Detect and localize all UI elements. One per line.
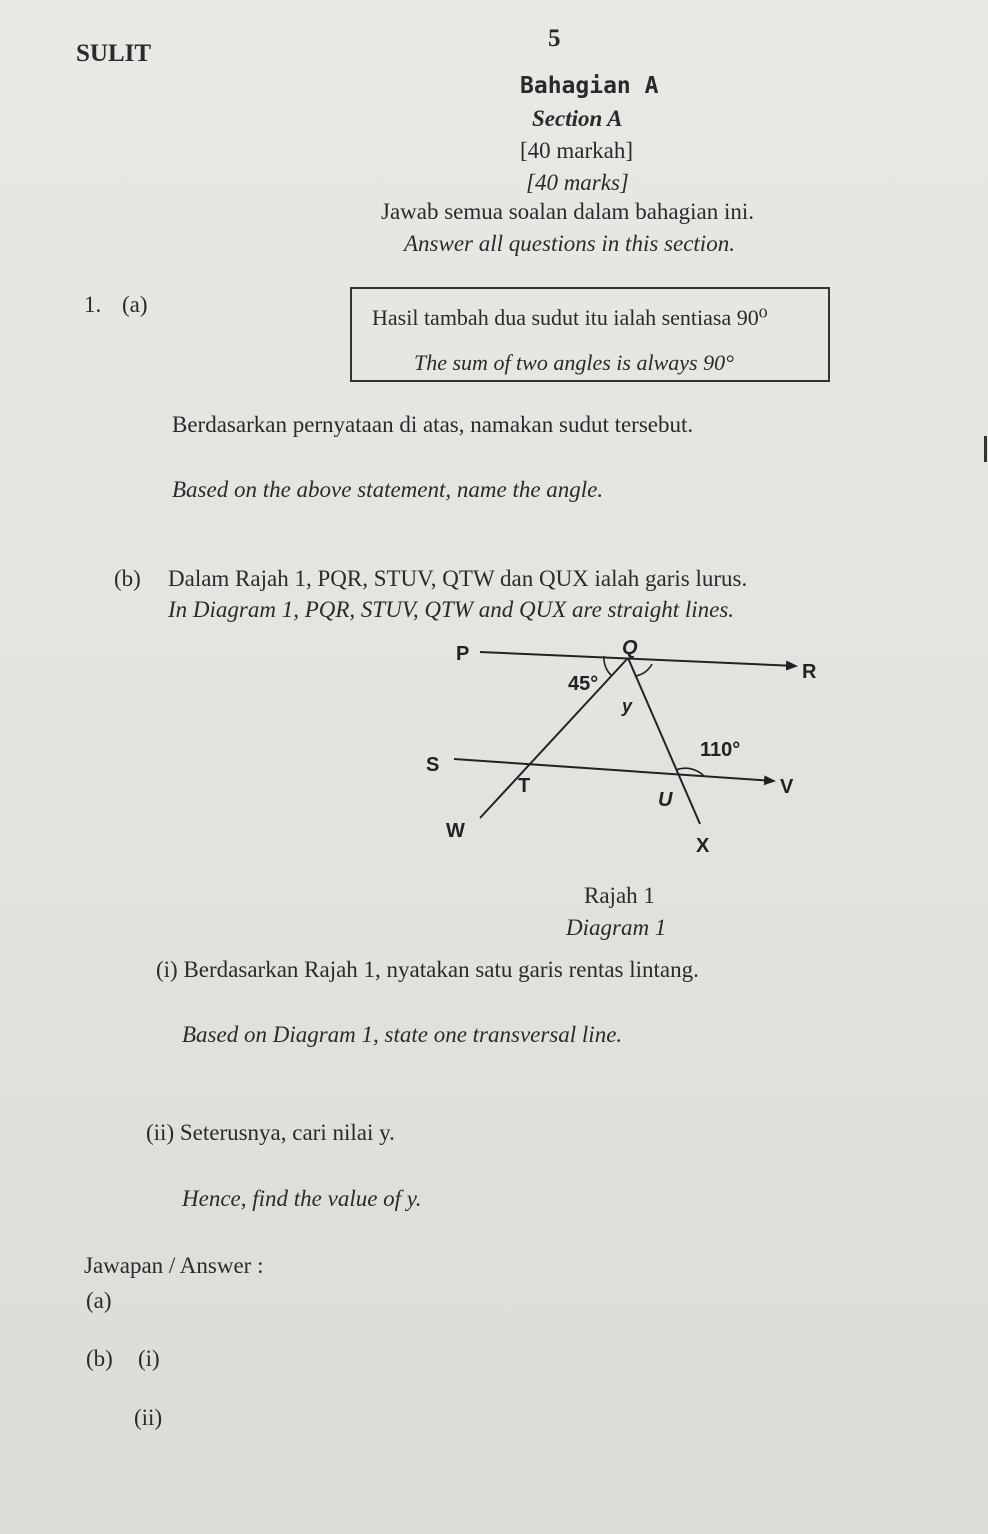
sulit-label: SULIT [76, 40, 152, 67]
label-x: X [696, 835, 710, 857]
label-p: P [456, 643, 470, 665]
part-bi-ms: (i) Berdasarkan Rajah 1, nyatakan satu garis rentas lintang. [156, 957, 699, 982]
label-q: Q [622, 637, 638, 659]
diagram-caption-en: Diagram 1 [566, 915, 667, 940]
part-bii-en: Hence, find the value of y. [182, 1186, 422, 1211]
angle-45-label: 45° [568, 673, 599, 695]
angle-110-label: 110° [700, 739, 741, 761]
page-number: 5 [548, 25, 561, 52]
part-a-question-ms: Berdasarkan pernyataan di atas, namakan sudut tersebut. [172, 412, 694, 437]
instruction-en: Answer all questions in this section. [404, 231, 735, 256]
diagram-1 [400, 630, 840, 865]
margin-mark [984, 436, 987, 462]
answer-bii-label: (ii) [134, 1405, 163, 1430]
label-s: S [426, 754, 440, 776]
label-v: V [780, 776, 794, 798]
angle-arc-45 [604, 656, 612, 676]
angle-arc-y [636, 664, 652, 676]
statement-ms: Hasil tambah dua sudut itu ialah sentiasa 90⁰ [372, 305, 768, 330]
statement-box [350, 287, 830, 382]
part-a-label: (a) [122, 292, 148, 317]
question-number: 1. [84, 292, 102, 317]
label-u: U [658, 789, 673, 811]
part-b-statement-ms: Dalam Rajah 1, PQR, STUV, QTW dan QUX ialah garis lurus. [168, 566, 748, 591]
answer-heading: Jawapan / Answer : [84, 1253, 264, 1278]
section-marks-en: [40 marks] [526, 170, 629, 195]
instruction-ms: Jawab semua soalan dalam bahagian ini. [381, 199, 754, 224]
statement-en: The sum of two angles is always 90° [414, 350, 734, 375]
section-marks-ms: [40 markah] [520, 138, 634, 163]
part-a-question-en: Based on the above statement, name the angle. [172, 477, 604, 502]
part-b-statement-en: In Diagram 1, PQR, STUV, QTW and QUX are straight lines. [168, 597, 735, 622]
label-w: W [446, 820, 465, 842]
diagram-caption-ms: Rajah 1 [584, 883, 655, 908]
section-title-ms: Bahagian A [520, 73, 659, 99]
label-t: T [518, 775, 531, 797]
answer-bi-label: (i) [138, 1346, 160, 1371]
answer-b-label: (b) [86, 1346, 113, 1371]
line-stuv [454, 759, 774, 781]
line-pqr [480, 652, 796, 666]
answer-a-label: (a) [86, 1288, 112, 1313]
label-r: R [802, 661, 817, 683]
section-title-en: Section A [532, 106, 623, 131]
part-bi-en: Based on Diagram 1, state one transversal line. [182, 1022, 623, 1047]
line-qtw [480, 658, 628, 818]
part-bii-ms: (ii) Seterusnya, cari nilai y. [146, 1120, 395, 1145]
part-b-label: (b) [114, 566, 141, 591]
label-y: y [622, 696, 633, 716]
